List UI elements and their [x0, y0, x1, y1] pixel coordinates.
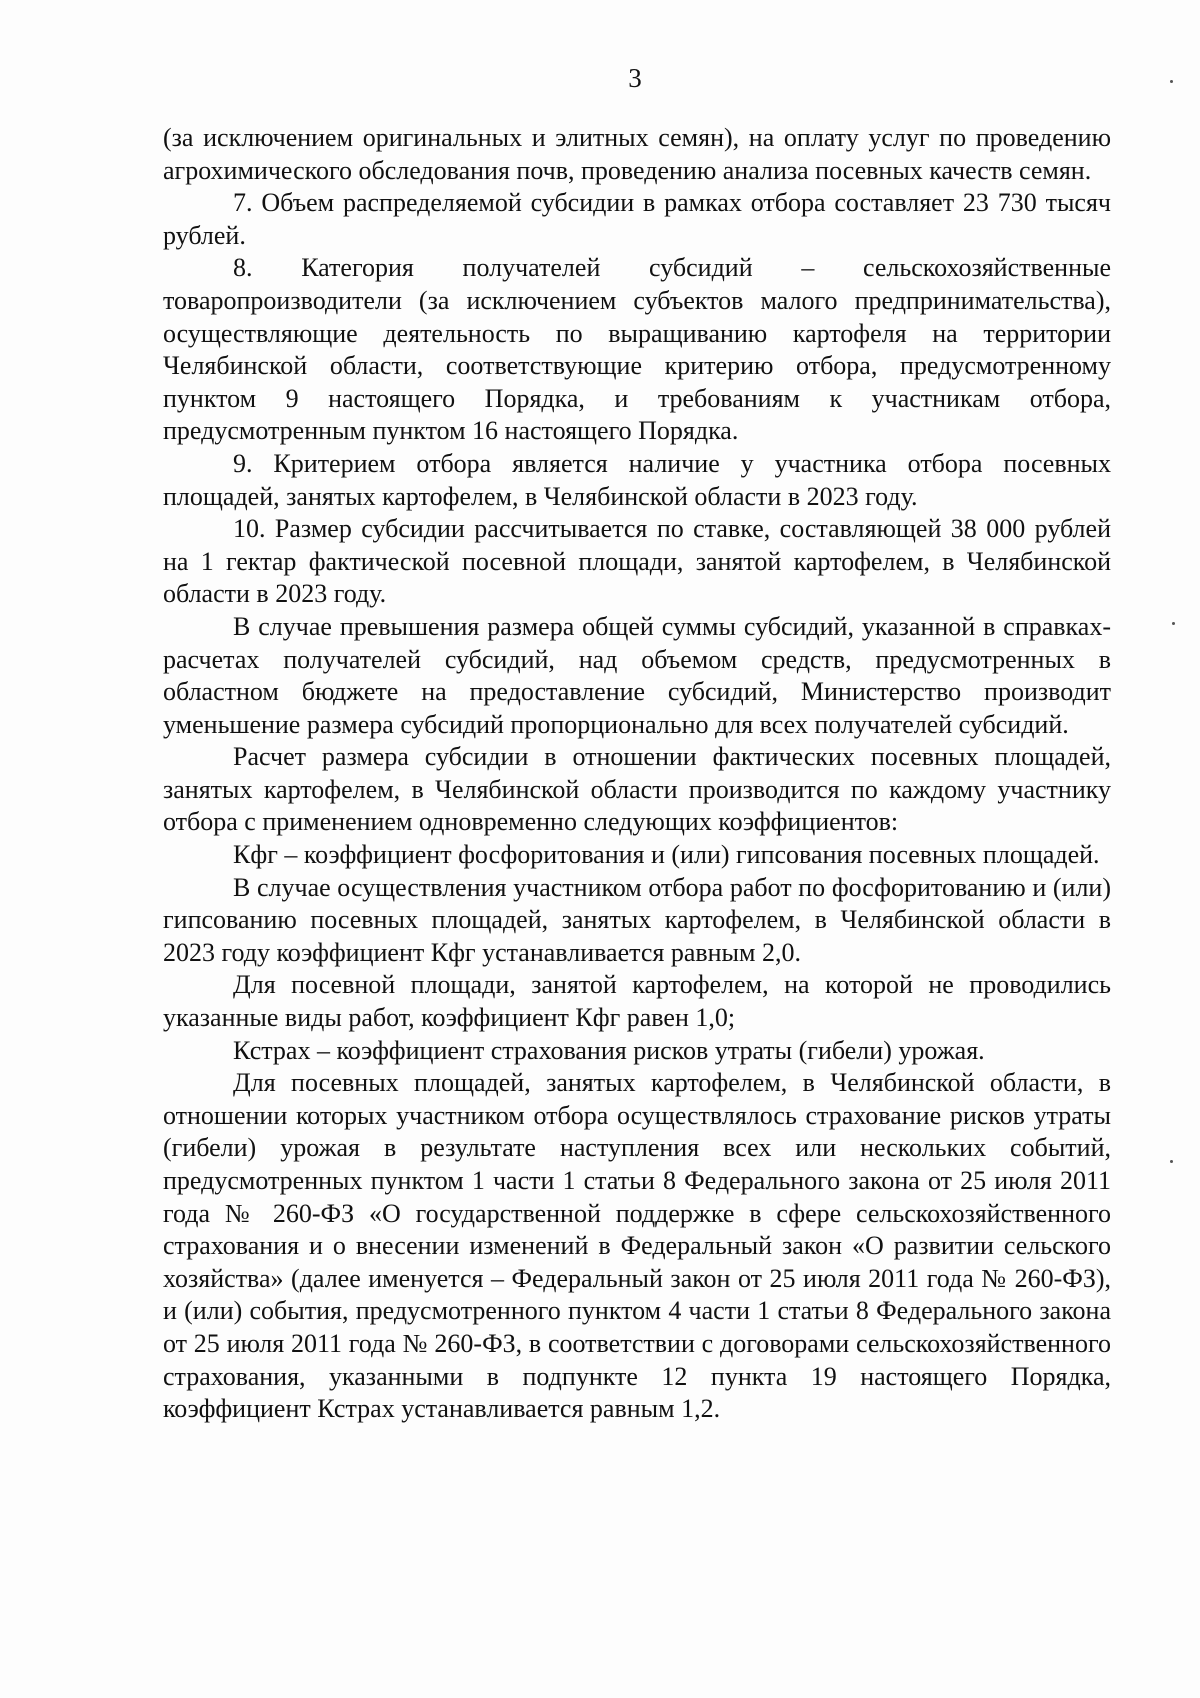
paragraph-calculation: Расчет размера субсидии в отношении фактических посевных площадей, занятых картофелем, в Челябинской области производится по каждому участнику отбора с применением одновременно следующих коэффициентов:	[163, 742, 1111, 837]
paragraph-item-7: 7. Объем распределяемой субсидии в рамках отбора составляет 23 730 тысяч рублей.	[163, 188, 1111, 250]
paragraph-continuation: (за исключением оригинальных и элитных семян), на оплату услуг по проведению агрохимического обследования почв, проведению анализа посевных качеств семян.	[163, 123, 1111, 185]
scan-speck	[1170, 1160, 1173, 1163]
paragraph-kfg-definition: Кфг – коэффициент фосфоритования и (или) гипсования посевных площадей.	[233, 840, 1100, 870]
paragraph-kfg-default: Для посевной площади, занятой картофелем, на которой не проводились указанные виды работ, коэффициент Кфг равен 1,0;	[163, 970, 1111, 1033]
paragraph-kstrah-definition: Кстрах – коэффициент страхования рисков утраты (гибели) урожая.	[233, 1035, 985, 1065]
scan-speck	[1172, 622, 1175, 625]
page-number: 3	[628, 63, 642, 93]
paragraph-kfg-value: В случае осуществления участником отбора работ по фосфоритованию и (или) гипсованию посевных площадей, занятых картофелем, в Челябинской области в 2023 году коэффициент Кфг устанавливается равным 2,0.	[163, 872, 1111, 967]
document-body	[163, 122, 1111, 1426]
scan-speck	[1170, 80, 1173, 83]
paragraph-item-8: 8. Категория получателей субсидий – сельскохозяйственные товаропроизводители (за исключением субъектов малого предпринимательства), осуществляющие деятельность по выращиванию картофеля на территории Челябинской области, соответствующие критерию отбора, предусмотренному пунктом 9 настоящего Порядка, и требованиям к участникам отбора, предусмотренным пунктом 16 настоящего Порядка.	[163, 253, 1111, 446]
paragraph-subsidy-reduction: В случае превышения размера общей суммы субсидий, указанной в справках-расчетах получателей субсидий, над объемом средств, предусмотренных в областном бюджете на предоставление субсидий, Министерство производит уменьшение размера субсидий пропорционально для всех получателей субсидий.	[163, 611, 1111, 739]
paragraph-item-10: 10. Размер субсидии рассчитывается по ставке, составляющей 38 000 рублей на 1 гектар фактической посевной площади, занятой картофелем, в Челябинской области в 2023 году.	[163, 514, 1111, 609]
paragraph-item-9: 9. Критерием отбора является наличие у участника отбора посевных площадей, занятых картофелем, в Челябинской области в 2023 году.	[163, 448, 1111, 511]
paragraph-kstrah-value: Для посевных площадей, занятых картофелем, в Челябинской области, в отношении которых участником отбора осуществлялось страхование рисков утраты (гибели) урожая в результате наступления всех или нескольких событий, предусмотренных пунктом 1 части 1 статьи 8 Федерального закона от 25 июля 2011 года № 260-ФЗ «О государственной поддержке в сфере сельскохозяйственного страхования и о внесении изменений в Федеральный закон «О развитии сельского хозяйства» (далее именуется – Федеральный закон от 25 июля 2011 года № 260-ФЗ), и (или) события, предусмотренного пунктом 4 части 1 статьи 8 Федерального закона от 25 июля 2011 года № 260-ФЗ, в соответствии с договорами сельскохозяйственного страхования, указанными в подпункте 12 пункта 19 настоящего Порядка, коэффициент Кстрах устанавливается равным 1,2.	[163, 1068, 1111, 1424]
